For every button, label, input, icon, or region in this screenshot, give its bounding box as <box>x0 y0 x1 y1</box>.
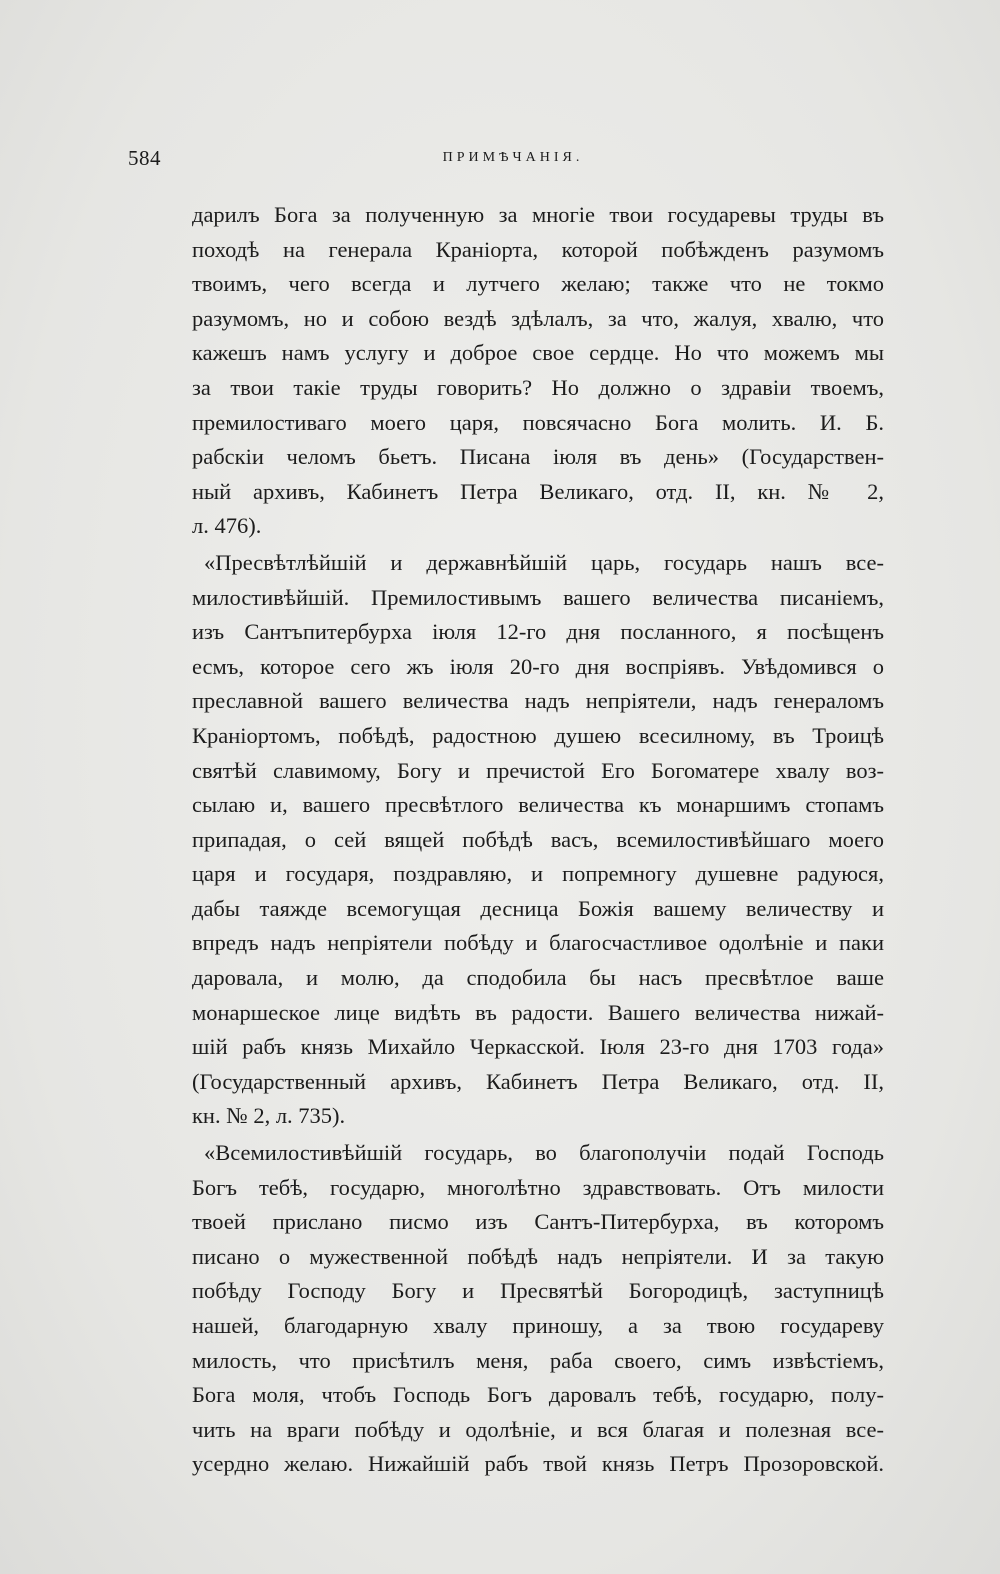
text-line: побѣду Господу Богу и Пресвятѣй Богородицѣ, заступницѣ <box>192 1278 884 1304</box>
text-line: за твои такіе труды говорить? Но должно о здравіи твоемъ, <box>192 374 884 400</box>
text-line: нашей, благодарную хвалу приношу, а за твою государеву <box>192 1313 884 1338</box>
text-line: монаршеское лице видѣть въ радости. Вашего величества нижай- <box>192 999 884 1025</box>
text-line: «Пресвѣтлѣйшій и державнѣйшій царь, государь нашъ все- <box>204 549 884 575</box>
text-line: дарилъ Бога за полученную за многіе твои государевы труды въ <box>192 202 884 227</box>
text-line: есмъ, которое сего жъ іюля 20-го дня воспріявъ. Увѣдомився о <box>192 653 884 679</box>
text-line: сылаю и, вашего пресвѣтлого величества къ монаршимъ стопамъ <box>192 792 884 818</box>
text-line: припадая, о сей вящей побѣдѣ васъ, всемилостивѣйшаго моего <box>192 826 884 852</box>
paragraph-3 <box>192 1136 884 1482</box>
text-line: царя и государя, поздравляю, и попремногу душевне радуюся, <box>192 861 884 887</box>
text-line: походѣ на генерала Краніорта, которой побѣжденъ разумомъ <box>192 236 884 262</box>
text-line: Бога моля, чтобъ Господь Богъ даровалъ тебѣ, государю, полу- <box>192 1382 884 1408</box>
text-line: писано о мужественной побѣдѣ надъ непріятели. И за такую <box>192 1243 884 1269</box>
text-line: рабскіи челомъ бьетъ. Писана іюля въ день» (Государствен- <box>192 444 884 470</box>
text-line: милость, что присѣтилъ меня, раба своего, симъ извѣстіемъ, <box>192 1347 884 1373</box>
text-line: Краніортомъ, побѣдѣ, радостною душею всесилному, въ Троицѣ <box>192 722 884 748</box>
body-text <box>192 198 884 1484</box>
text-line: впредъ надъ непріятели побѣду и благосчастливое одолѣніе и паки <box>192 930 884 956</box>
text-line: твоимъ, чего всегда и лутчего желаю; также что не токмо <box>192 271 884 297</box>
text-line: разумомъ, но и собою вездѣ здѣлалъ, за что, жалуя, хвалю, что <box>192 305 884 331</box>
text-line: (Государственный архивъ, Кабинетъ Петра Великаго, отд. II, <box>192 1068 884 1094</box>
text-line: усердно желаю. Нижайшій рабъ твой князь Петръ Прозоровской. <box>192 1451 884 1477</box>
text-line: шій рабъ князь Михайло Черкасской. Іюля 23-го дня 1703 года» <box>192 1034 884 1060</box>
paragraph-2 <box>192 546 884 1134</box>
text-line: изъ Сантъпитербурха іюля 12-го дня посланного, я посѣщенъ <box>192 619 884 645</box>
page-number: 584 <box>128 146 161 170</box>
text-line: святѣй славимому, Богу и пречистой Его Богоматере хвалу воз- <box>192 757 884 783</box>
text-line: Богъ тебѣ, государю, многолѣтно здравствовать. Отъ милости <box>192 1174 884 1200</box>
text-line: чить на враги побѣду и одолѣніе, и вся благая и полезная все- <box>192 1416 884 1442</box>
paragraph-1 <box>192 198 884 544</box>
text-line: милостивѣйшій. Премилостивымъ вашего величества писаніемъ, <box>192 584 884 610</box>
text-line: преславной вашего величества надъ непріятели, надъ генераломъ <box>192 688 884 714</box>
text-line: «Всемилостивѣйшій государь, во благополучіи подай Господь <box>204 1140 884 1166</box>
text-line: премилостиваго моего царя, повсячасно Бога молить. И. Б. <box>192 409 884 435</box>
text-line: твоей прислано писмо изъ Сантъ-Питербурха, въ которомъ <box>192 1209 884 1235</box>
page-header <box>128 146 898 176</box>
text-line: ный архивъ, Кабинетъ Петра Великаго, отд. II, кн. № 2, <box>192 478 884 504</box>
text-line: кн. № 2, л. 735). <box>192 1103 346 1129</box>
running-head: ПРИМѢЧАНІЯ. <box>442 150 584 165</box>
text-line: даровала, и молю, да сподобила бы насъ пресвѣтлое ваше <box>192 965 884 991</box>
text-line: кажешъ намъ услугу и доброе свое сердце. Но что можемъ мы <box>192 340 884 366</box>
text-line: л. 476). <box>192 513 262 539</box>
text-line: дабы таяжде всемогущая десница Божія вашему величеству и <box>192 895 884 921</box>
